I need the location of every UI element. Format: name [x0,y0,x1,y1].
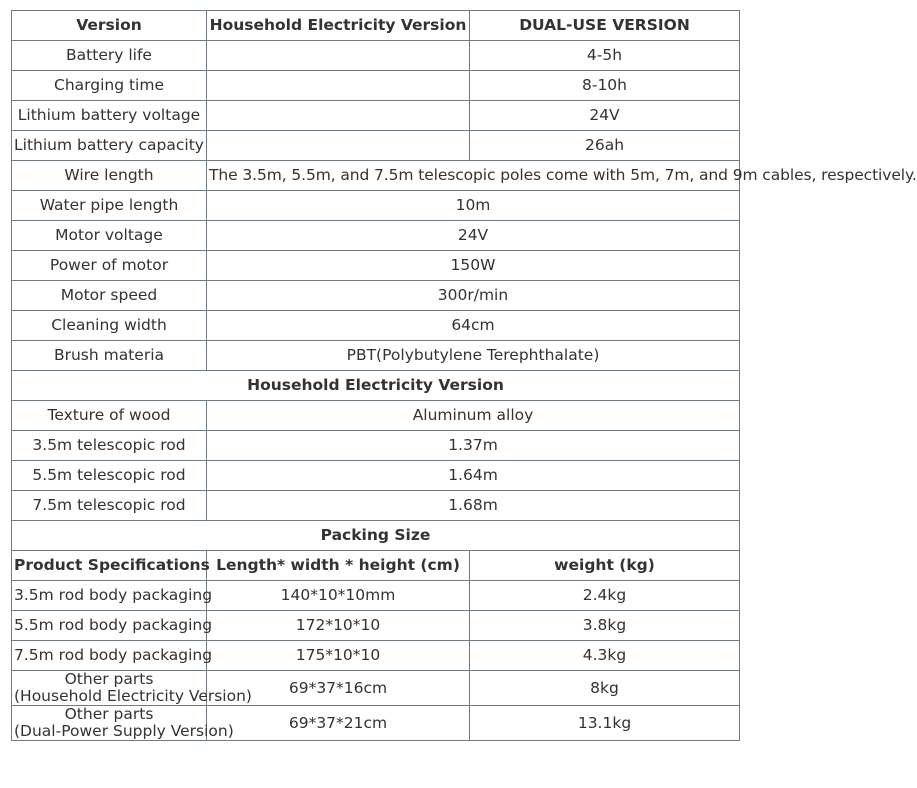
row-dual-value: 8-10h [470,71,740,101]
table-row [12,191,740,221]
row-weight: 4.3kg [470,641,740,671]
header-dual-use: DUAL-USE VERSION [470,11,740,41]
row-value: 1.37m [207,431,740,461]
row-label-line2: (Dual-Power Supply Version) [14,722,234,741]
row-dimensions: 69*37*16cm [207,671,470,706]
header-household: Household Electricity Version [207,11,470,41]
row-household-value [207,71,470,101]
table-row [12,401,740,431]
row-label: 5.5m telescopic rod [12,461,207,491]
header-dimensions: Length* width * height (cm) [207,551,470,581]
table-row [12,461,740,491]
row-label-line1: Other parts [64,705,154,724]
row-dimensions: 140*10*10mm [207,581,470,611]
row-dimensions: 69*37*21cm [207,706,470,741]
table-row [12,641,740,671]
row-label: 7.5m telescopic rod [12,491,207,521]
row-weight: 3.8kg [470,611,740,641]
table-row [12,251,740,281]
row-label-line2: (Household Electricity Version) [14,687,252,706]
row-value: 24V [207,221,740,251]
table-row [12,71,740,101]
row-label: Battery life [12,41,207,71]
row-weight: 2.4kg [470,581,740,611]
table-row [12,41,740,71]
wire-length-row [12,161,740,191]
row-label: Water pipe length [12,191,207,221]
table-row [12,706,740,741]
row-label: Motor voltage [12,221,207,251]
table-row [12,431,740,461]
row-value: 300r/min [207,281,740,311]
wire-length-note: The 3.5m, 5.5m, and 7.5m telescopic poles come with 5m, 7m, and 9m cables, respectively. [207,161,740,191]
table-row [12,581,740,611]
row-label: Wire length [12,161,207,191]
row-value: 1.64m [207,461,740,491]
row-dual-value: 26ah [470,131,740,161]
row-weight: 8kg [470,671,740,706]
specification-table [11,10,917,741]
header-row [12,11,740,41]
row-label: Lithium battery voltage [12,101,207,131]
row-household-value [207,131,470,161]
row-label: Brush materia [12,341,207,371]
table-row [12,131,740,161]
packing-size-title: Packing Size [12,521,740,551]
header-product-specifications: Product Specifications [12,551,207,581]
row-label: 3.5m rod body packaging [12,581,207,611]
table-row [12,671,740,706]
packing-header-row [12,551,740,581]
table-row [12,491,740,521]
row-label-line1: Other parts [64,670,154,688]
row-dual-value: 4-5h [470,41,740,71]
row-label: 7.5m rod body packaging [12,641,207,671]
row-label: Lithium battery capacity [12,131,207,161]
row-label: Power of motor [12,251,207,281]
table-row [12,101,740,131]
table-row [12,311,740,341]
row-value: 150W [207,251,740,281]
row-value: 64cm [207,311,740,341]
row-label: Texture of wood [12,401,207,431]
row-household-value [207,41,470,71]
row-weight: 13.1kg [470,706,740,741]
table-row [12,281,740,311]
row-dimensions: 175*10*10 [207,641,470,671]
household-section-title: Household Electricity Version [12,371,740,401]
row-dimensions: 172*10*10 [207,611,470,641]
row-label: Charging time [12,71,207,101]
section-header-row [12,521,740,551]
row-value: PBT(Polybutylene Terephthalate) [207,341,740,371]
row-value: 1.68m [207,491,740,521]
header-version: Version [12,11,207,41]
other-parts-household-label [12,670,252,706]
row-label: Motor speed [12,281,207,311]
row-label: 3.5m telescopic rod [12,431,207,461]
row-label: 5.5m rod body packaging [12,611,207,641]
other-parts-dual-label [12,705,234,741]
table-row [12,611,740,641]
row-value: 10m [207,191,740,221]
table-row [12,341,740,371]
row-label: Cleaning width [12,311,207,341]
table-row [12,221,740,251]
section-header-row [12,371,740,401]
row-dual-value: 24V [470,101,740,131]
header-weight: weight (kg) [470,551,740,581]
row-household-value [207,101,470,131]
row-value: Aluminum alloy [207,401,740,431]
